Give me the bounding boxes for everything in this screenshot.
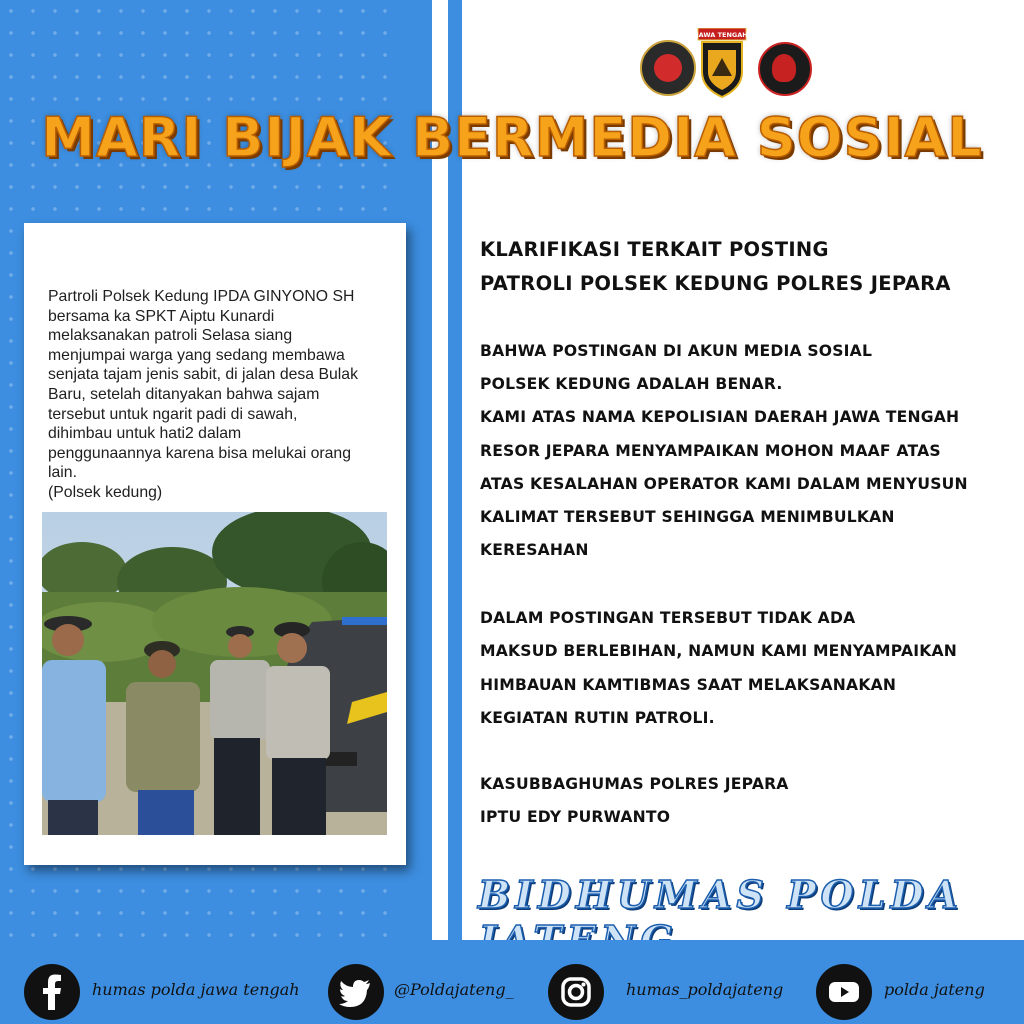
facebook-handle[interactable]: humas polda jawa tengah: [92, 980, 300, 999]
para2-line: MAKSUD BERLEBIHAN, NAMUN KAMI MENYAMPAIKAN: [480, 642, 958, 660]
instagram-handle[interactable]: humas_poldajateng: [626, 980, 784, 999]
post-text: Partroli Polsek Kedung IPDA GINYONO SH bersama ka SPKT Aiptu Kunardi melaksanakan patroli Selasa siang menjumpai warga yang sedang membawa senjata tajam jenis sabit, di jalan desa Bulak Baru, setelah ditanyakan bahwa sajam tersebut untuk ngarit padi di sawah, dihimbau untuk hati2 dalam penggunaannya karena bisa melukai orang lain. (Polsek kedung): [48, 288, 358, 501]
facebook-icon[interactable]: [24, 964, 80, 1020]
satreskrim-logo: [758, 42, 812, 96]
para1-line: KALIMAT TERSEBUT SEHINGGA MENIMBULKAN: [480, 508, 895, 526]
patrol-photo: [42, 512, 387, 835]
twitter-handle[interactable]: @Poldajateng_: [394, 980, 514, 999]
para1-line: KERESAHAN: [480, 541, 589, 559]
para1-line: KAMI ATAS NAMA KEPOLISIAN DAERAH JAWA TENGAH: [480, 408, 960, 426]
tribrata-logo: [640, 40, 696, 96]
youtube-icon[interactable]: [816, 964, 872, 1020]
para1-line: BAHWA POSTINGAN DI AKUN MEDIA SOSIAL: [480, 342, 873, 360]
logo-banner-text: JAWA TENGAH: [696, 31, 748, 39]
para2-line: HIMBAUAN KAMTIBMAS SAAT MELAKSANAKAN: [480, 676, 897, 694]
instagram-icon[interactable]: [548, 964, 604, 1020]
police-logos: [640, 28, 810, 100]
para1-line: RESOR JEPARA MENYAMPAIKAN MOHON MAAF ATAS: [480, 442, 941, 460]
clarification-title-line2: PATROLI POLSEK KEDUNG POLRES JEPARA: [480, 272, 951, 295]
clarification-title-line1: KLARIFIKASI TERKAIT POSTING: [480, 238, 829, 261]
para1-line: POLSEK KEDUNG ADALAH BENAR.: [480, 375, 783, 393]
para1-line: ATAS KESALAHAN OPERATOR KAMI DALAM MENYUSUN: [480, 475, 968, 493]
signature-title: KASUBBAGHUMAS POLRES JEPARA: [480, 775, 789, 793]
para2-line: DALAM POSTINGAN TERSEBUT TIDAK ADA: [480, 609, 856, 627]
signature-name: IPTU EDY PURWANTO: [480, 808, 671, 826]
polda-jateng-logo: [696, 28, 748, 98]
post-screenshot-card: [24, 223, 406, 865]
para2-line: KEGIATAN RUTIN PATROLI.: [480, 709, 715, 727]
social-bar: [0, 940, 1024, 1024]
headline: MARI BIJAK BERMEDIA SOSIAL: [41, 106, 983, 169]
twitter-icon[interactable]: [328, 964, 384, 1020]
brand-wordmark: BIDHUMAS POLDA: [478, 872, 963, 917]
youtube-handle[interactable]: polda jateng: [884, 980, 985, 999]
